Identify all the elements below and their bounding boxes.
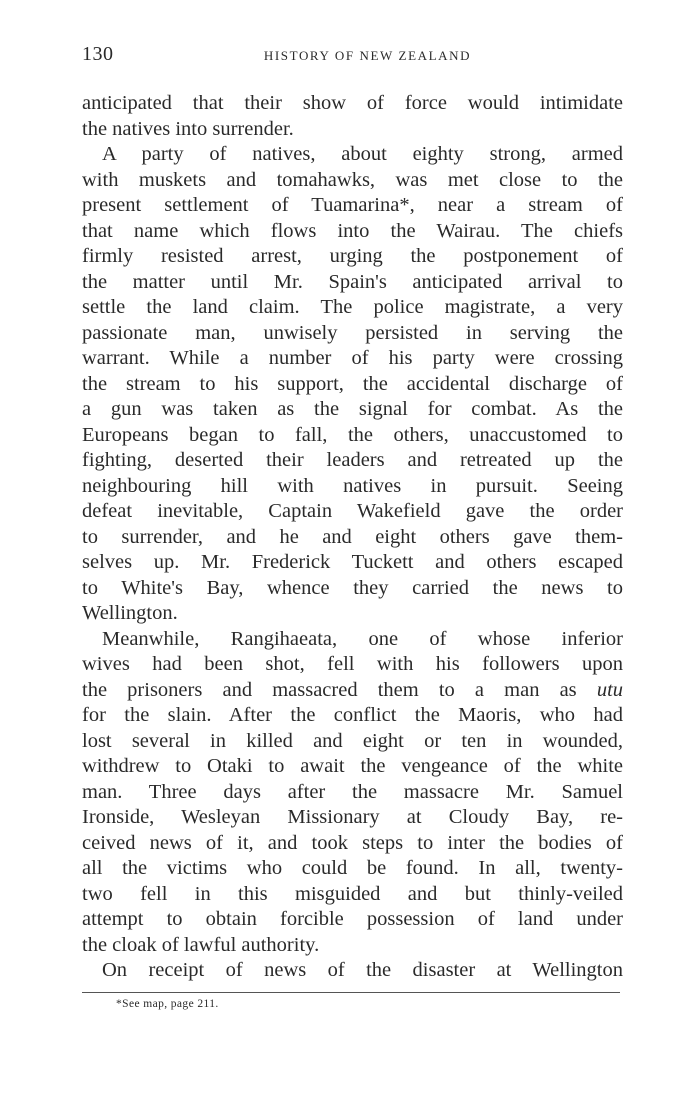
book-page — [82, 40, 623, 1010]
text-line: two fell in this misguided and but thinly-veiled — [82, 882, 623, 905]
text-line: firmly resisted arrest, urging the postponement of — [82, 245, 623, 267]
text-line: man. Three days after the massacre Mr. Samuel — [82, 780, 623, 803]
text-line: passionate man, unwisely persisted in serving the — [82, 321, 623, 344]
text-line-with-italic — [82, 678, 623, 704]
text-line: Ironside, Wesleyan Missionary at Cloudy Bay, re- — [82, 806, 623, 828]
text-line: to White's Bay, whence they carried the news to — [82, 576, 623, 599]
text-line: to surrender, and he and eight others gave them- — [82, 525, 623, 548]
text-line: A party of natives, about eighty strong, armed — [102, 143, 623, 165]
text-line: ceived news of it, and took steps to inter the bodies of — [82, 831, 623, 854]
text-line: lost several in killed and eight or ten in wounded, — [82, 729, 623, 752]
running-title: HISTORY OF NEW ZEALAND — [263, 48, 472, 63]
text-line: settle the land claim. The police magistrate, a very — [82, 296, 623, 318]
text-line: wives had been shot, fell with his followers upon — [82, 653, 623, 675]
text-line: selves up. Mr. Frederick Tuckett and others escaped — [82, 551, 623, 573]
text-line: warrant. While a number of his party were crossing — [82, 347, 623, 369]
text-line: Europeans began to fall, the others, unaccustomed to — [82, 423, 623, 446]
text-line: the cloak of lawful authority. — [82, 933, 320, 956]
text-line: the matter until Mr. Spain's anticipated arrival to — [82, 270, 623, 293]
text-line: with muskets and tomahawks, was met close to the — [82, 168, 623, 191]
text-line: Wellington. — [82, 602, 178, 624]
italic-word: utu — [596, 678, 624, 701]
text-line: Meanwhile, Rangihaeata, one of whose inferior — [102, 627, 623, 650]
text-line: withdrew to Otaki to await the vengeance of the white — [82, 755, 623, 777]
text-line: fighting, deserted their leaders and retreated up the — [82, 449, 623, 471]
text-line: present settlement of Tuamarina*, near a stream of — [82, 194, 623, 216]
text-line: the stream to his support, the accidental discharge of — [82, 372, 623, 395]
running-head — [82, 40, 623, 70]
text-line: a gun was taken as the signal for combat. As the — [82, 398, 623, 420]
text-line: for the slain. After the conflict the Maoris, who had — [82, 704, 623, 726]
text-line: that name which flows into the Wairau. The chiefs — [82, 219, 623, 242]
footnote-rule — [82, 992, 620, 993]
body-text — [82, 91, 623, 984]
footnote: *See map, page 211. — [116, 997, 219, 1010]
text-line: attempt to obtain forcible possession of land under — [82, 908, 623, 930]
text-line: On receipt of news of the disaster at Wellington — [102, 959, 623, 981]
text-segment: the prisoners and massacred them to a man as — [82, 678, 577, 701]
page-number: 130 — [82, 43, 114, 65]
text-line: the natives into surrender. — [82, 117, 294, 140]
text-line: anticipated that their show of force would intimidate — [82, 92, 623, 114]
text-line: neighbouring hill with natives in pursuit. Seeing — [82, 474, 623, 497]
text-line: defeat inevitable, Captain Wakefield gave the order — [82, 500, 623, 522]
text-line: all the victims who could be found. In all, twenty- — [82, 857, 623, 879]
